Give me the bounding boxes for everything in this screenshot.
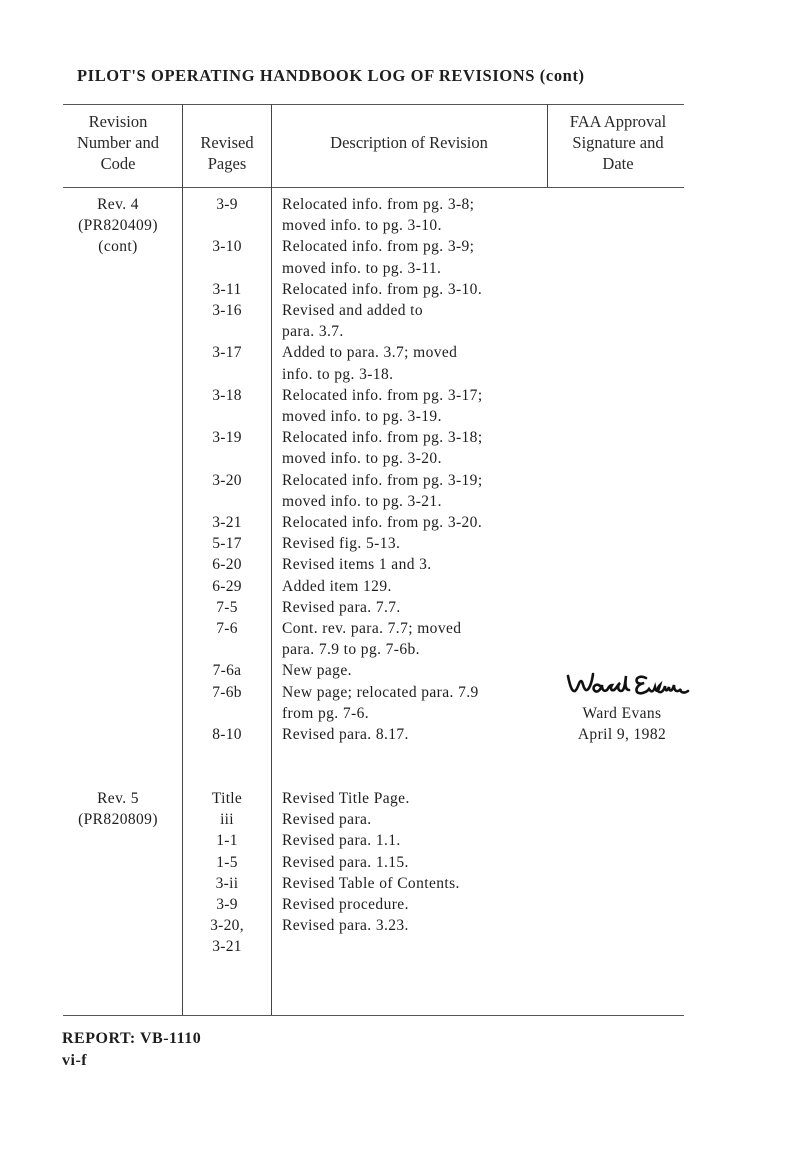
list-item: Revised para. 3.23. xyxy=(282,917,409,935)
approver-name: Ward Evans xyxy=(582,705,662,722)
header-bottom-rule xyxy=(63,187,684,188)
list-item: Title xyxy=(211,790,243,807)
revised-page: 7-5 xyxy=(216,598,238,616)
table-top-rule xyxy=(63,104,684,105)
list-item: Revised procedure. xyxy=(282,896,409,914)
revision-description: Relocated info. from pg. 3-19; xyxy=(282,471,483,489)
revised-page: 3-10 xyxy=(212,238,242,256)
list-item: Revised para. 1.1. xyxy=(282,832,401,850)
revision-description: Relocated info. from pg. 3-18; xyxy=(282,429,483,447)
revision-description: moved info. to pg. 3-19. xyxy=(282,408,442,425)
revision-description: moved info. to pg. 3-21. xyxy=(282,492,442,510)
page-title: PILOT'S OPERATING HANDBOOK LOG OF REVISIONS (cont) xyxy=(77,66,585,85)
list-item: Revised Table of Contents. xyxy=(282,874,460,892)
revision-description: Revised fig. 5-13. xyxy=(282,535,401,553)
table-bottom-rule xyxy=(63,1015,684,1016)
revision-description: Relocated info. from pg. 3-20. xyxy=(282,514,483,531)
revised-page: 6-20 xyxy=(212,556,242,574)
header-revision-number: Revision Number and Code xyxy=(76,112,160,173)
revised-page: 3-11 xyxy=(212,280,242,298)
revised-page: 8-10 xyxy=(212,726,242,743)
header-description: Description of Revision xyxy=(330,133,488,152)
revision-description: Relocated info. from pg. 3-8; xyxy=(282,196,475,213)
revision-description: info. to pg. 3-18. xyxy=(282,365,394,383)
revised-page: 3-21 xyxy=(212,514,242,531)
list-item: Revised para. xyxy=(282,811,372,829)
handwritten-signature xyxy=(548,664,696,700)
revision-description: New page; relocated para. 7.9 xyxy=(282,683,479,701)
rev5-code: Rev. 5 (PR820809) xyxy=(78,790,158,829)
revised-page: 3-17 xyxy=(212,344,242,362)
faa-signature xyxy=(548,664,696,705)
list-item: 3-20, xyxy=(210,917,244,935)
revision-description: Added to para. 3.7; moved xyxy=(282,344,458,362)
list-item: iii xyxy=(220,811,234,829)
revised-page: 6-29 xyxy=(212,577,242,595)
list-item: 3-21 xyxy=(212,938,242,956)
revised-page: 3-19 xyxy=(212,429,242,447)
revision-description: Revised and added to xyxy=(282,302,424,319)
revision-description: moved info. to pg. 3-10. xyxy=(282,217,442,235)
header-faa-approval: FAA Approval Signature and Date xyxy=(569,112,667,173)
list-item: 1-1 xyxy=(216,832,238,850)
revised-page: 7-6 xyxy=(216,620,238,637)
revision-description: Revised items 1 and 3. xyxy=(282,556,432,574)
revision-description: Relocated info. from pg. 3-10. xyxy=(282,280,483,298)
rev5-pages xyxy=(188,788,266,958)
column-divider-3 xyxy=(547,104,548,187)
list-item: 3-ii xyxy=(215,874,239,892)
list-item: 3-9 xyxy=(216,896,238,914)
revision-description: New page. xyxy=(282,662,352,680)
revision-description: para. 3.7. xyxy=(282,323,344,341)
revision-description: Revised para. 8.17. xyxy=(282,726,409,743)
page-number: vi-f xyxy=(62,1052,88,1069)
revised-page: 3-16 xyxy=(212,302,242,319)
revision-description: from pg. 7-6. xyxy=(282,704,369,722)
revised-page: 3-9 xyxy=(216,196,238,213)
list-item: Revised para. 1.15. xyxy=(282,853,409,871)
revision-description: moved info. to pg. 3-20. xyxy=(282,450,442,468)
revision-description: Relocated info. from pg. 3-9; xyxy=(282,238,475,256)
revision-description: moved info. to pg. 3-11. xyxy=(282,259,442,277)
revision-description: Relocated info. from pg. 3-17; xyxy=(282,386,483,404)
revision-description: Cont. rev. para. 7.7; moved xyxy=(282,620,462,637)
column-divider-1 xyxy=(182,104,183,1015)
rev4-code: Rev. 4 (PR820409) (cont) xyxy=(78,196,158,256)
approval-date: April 9, 1982 xyxy=(577,726,667,743)
revised-page: 5-17 xyxy=(212,535,242,553)
revision-description: para. 7.9 to pg. 7-6b. xyxy=(282,641,420,659)
column-divider-2 xyxy=(271,104,272,1015)
report-number: REPORT: VB-1110 xyxy=(62,1030,202,1047)
list-item: 1-5 xyxy=(216,853,238,871)
rev5-descriptions xyxy=(282,788,460,936)
revised-page: 3-20 xyxy=(212,471,242,489)
list-item: Revised Title Page. xyxy=(282,790,410,807)
revised-page: 3-18 xyxy=(212,386,242,404)
revised-page: 7-6a xyxy=(212,662,242,680)
revision-description: Revised para. 7.7. xyxy=(282,598,401,616)
header-revised-pages: Revised Pages xyxy=(200,133,254,173)
revision-description: Added item 129. xyxy=(282,577,392,595)
revised-page: 7-6b xyxy=(212,683,242,701)
